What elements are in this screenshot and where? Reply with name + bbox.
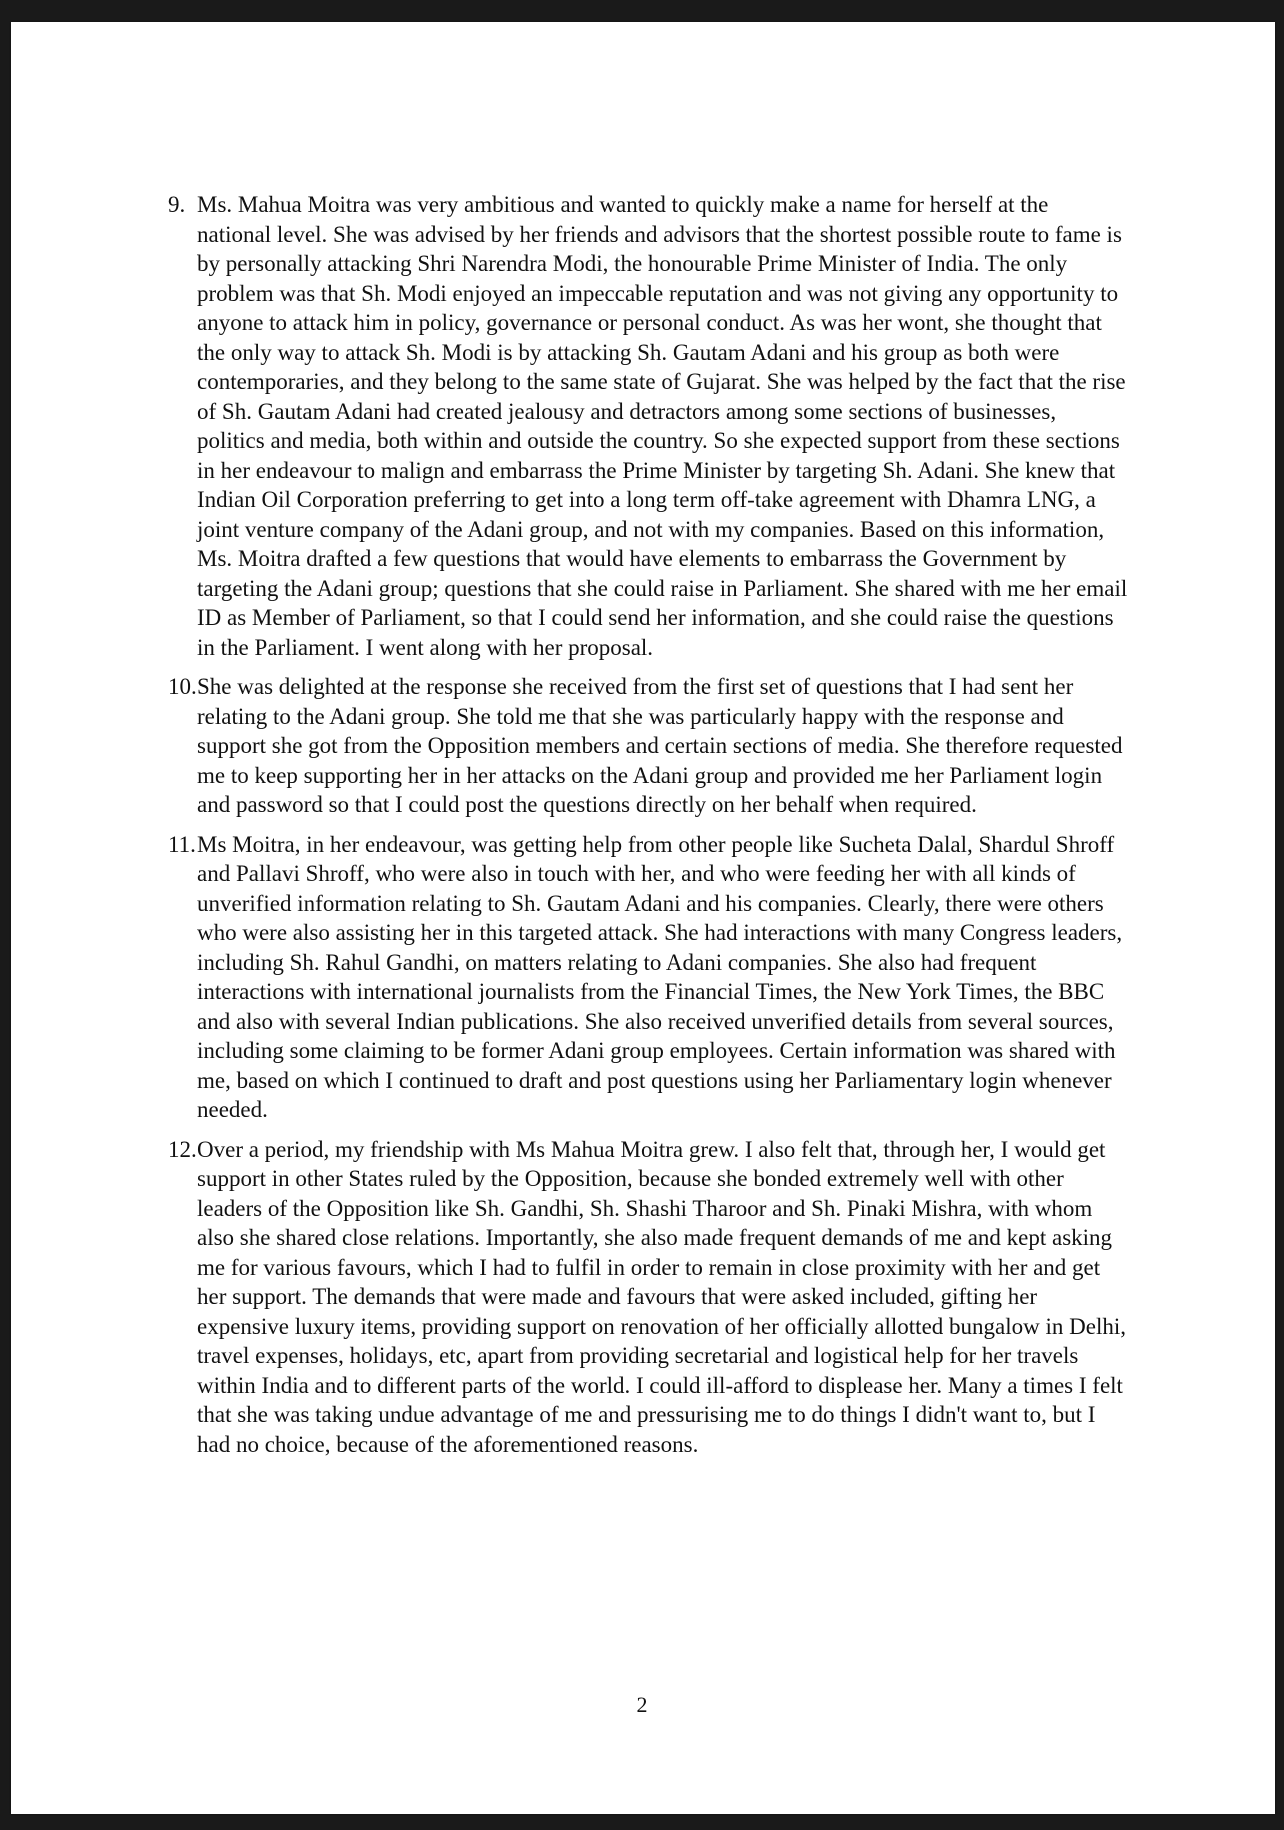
paragraph-text: Ms Moitra, in her endeavour, was getting help from other people like Sucheta Dalal, Shardul Shroff and Pallavi Shroff, who were also in touch with her, and who were feeding her with all kinds of unverified information relating to Sh. Gautam Adani and his companies. Clearly, there were others who were also assisting her in this targeted attack. She had interactions with many Congress leaders, including Sh. Rahul Gandhi, on matters relating to Adani companies. She also had frequent interactions with international journalists from the Financial Times, the New York Times, the BBC and also with several Indian publications. She also received unverified details from several sources, including some claiming to be former Adani group employees. Certain information was shared with me, based on which I continued to draft and post questions using her Parliamentary login whenever needed.	[197, 831, 1123, 1122]
paragraph-number: 10.	[168, 674, 197, 699]
paragraph-text: Over a period, my friendship with Ms Mahua Moitra grew. I also felt that, through her, I would get support in other States ruled by the Opposition, because she bonded extremely well with other leaders of the Opposition like Sh. Gandhi, Sh. Shashi Tharoor and Sh. Pinaki Mishra, with whom also she shared close relations. Importantly, she also made frequent demands of me and kept asking me for various favours, which I had to fulfil in order to remain in close proximity with her and get her support. The demands that were made and favours that were asked included, gifting her expensive luxury items, providing support on renovation of her officially allotted bungalow in Delhi, travel expenses, holidays, etc, apart from providing secretarial and logistical help for her travels within India and to different parts of the world. I could ill-afford to displease her. Many a times I felt that she was taking undue advantage of me and pressurising me to do things I didn't want to, but I had no choice, because of the aforementioned reasons.	[197, 1136, 1126, 1457]
paragraph-9	[168, 190, 1128, 662]
paragraph-number: 12.	[168, 1136, 197, 1162]
paragraph-text: Ms. Mahua Moitra was very ambitious and wanted to quickly make a name for herself at the national level. She was advised by her friends and advisors that the shortest possible route to fame is by personally attacking Shri Narendra Modi, the honourable Prime Minister of India. The only problem was that Sh. Modi enjoyed an impeccable reputation and was not giving any opportunity to anyone to attack him in policy, governance or personal conduct. As was her wont, she thought that the only way to attack Sh. Modi is by attacking Sh. Gautam Adani and his group as both were contemporaries, and they belong to the same state of Gujarat. She was helped by the fact that the rise of Sh. Gautam Adani had created jealousy and detractors among some sections of businesses, politics and media, both within and outside the country. So she expected support from these sections in her endeavour to malign and embarrass the Prime Minister by targeting Sh. Adani. She knew that Indian Oil Corporation preferring to get into a long term off-take agreement with Dhamra LNG, a joint venture company of the Adani group, and not with my companies. Based on this information, Ms. Moitra drafted a few questions that would have elements to embarrass the Government by targeting the Adani group; questions that she could raise in Parliament. She shared with me her email ID as Member of Parliament, so that I could send her information, and she could raise the questions in the Parliament. I went along with her proposal.	[197, 192, 1128, 660]
paragraph-10	[168, 672, 1128, 820]
page-number: 2	[636, 1692, 648, 1717]
document-body	[168, 190, 1128, 1469]
document-page	[11, 22, 1275, 1814]
paragraph-text: She was delighted at the response she received from the first set of questions that I had sent her relating to the Adani group. She told me that she was particularly happy with the response and support she got from the Opposition members and certain sections of media. She therefore requested me to keep supporting her in her attacks on the Adani group and provided me her Parliament login and password so that I could post the questions directly on her behalf when required.	[197, 674, 1123, 817]
paragraph-12	[168, 1135, 1128, 1460]
paragraph-number: 11.	[168, 831, 196, 857]
paragraph-11	[168, 830, 1128, 1125]
paragraph-number: 9.	[168, 192, 186, 217]
